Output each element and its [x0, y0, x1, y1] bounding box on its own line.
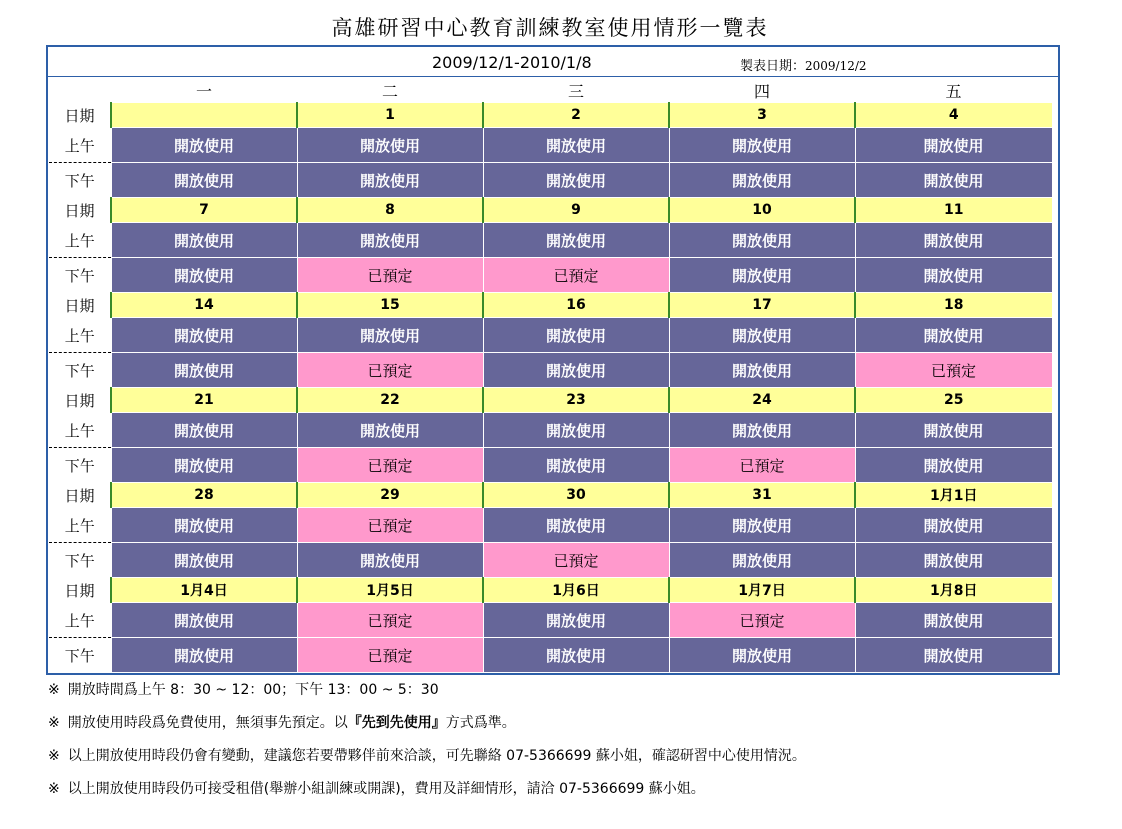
- slot-cell-open: 開放使用: [297, 543, 483, 578]
- slot-cell-open: 開放使用: [669, 258, 855, 293]
- pm-row: [49, 638, 1053, 673]
- made-date-label: 製表日期：: [740, 59, 806, 74]
- page-title: 高雄研習中心教育訓練教室使用情形一覽表: [331, 16, 769, 40]
- date-cell: 7: [111, 198, 297, 223]
- slot-cell-open: 開放使用: [483, 448, 669, 483]
- row-label-date: 日期: [49, 578, 112, 603]
- date-row: [49, 293, 1053, 318]
- slot-cell-open: 開放使用: [483, 413, 669, 448]
- slot-cell-open: 開放使用: [111, 638, 297, 673]
- weekday-header: 五: [855, 78, 1052, 103]
- row-label-am: 上午: [49, 128, 112, 163]
- row-label-date: 日期: [49, 293, 112, 318]
- schedule-body: [49, 78, 1053, 673]
- slot-cell-open: 開放使用: [297, 223, 483, 258]
- pm-row: [49, 448, 1053, 483]
- slot-cell-open: 開放使用: [669, 318, 855, 353]
- date-cell: 15: [297, 293, 483, 318]
- slot-cell-open: 開放使用: [111, 508, 297, 543]
- slot-cell-open: 開放使用: [669, 128, 855, 163]
- date-cell: 31: [669, 483, 855, 508]
- slot-cell-open: 開放使用: [855, 603, 1052, 638]
- date-cell: 28: [111, 483, 297, 508]
- date-cell: 2: [483, 103, 669, 128]
- slot-cell-reserved: 已預定: [297, 353, 483, 388]
- am-row: [49, 508, 1053, 543]
- date-cell: [111, 103, 297, 128]
- note-text: 開放使用時段爲免費使用，無須事先預定。以: [67, 715, 348, 731]
- slot-cell-open: 開放使用: [111, 353, 297, 388]
- slot-cell-reserved: 已預定: [297, 603, 483, 638]
- date-cell: 16: [483, 293, 669, 318]
- notes: [48, 680, 1108, 812]
- slot-cell-open: 開放使用: [669, 353, 855, 388]
- date-row: [49, 103, 1053, 128]
- date-cell: 29: [297, 483, 483, 508]
- note-mark: ※: [48, 682, 60, 698]
- weekday-header: 二: [297, 78, 483, 103]
- slot-cell-open: 開放使用: [855, 128, 1052, 163]
- weekday-header: 一: [111, 78, 297, 103]
- date-cell: 22: [297, 388, 483, 413]
- note-mark: ※: [48, 781, 60, 797]
- slot-cell-open: 開放使用: [855, 413, 1052, 448]
- slot-cell-reserved: 已預定: [483, 258, 669, 293]
- slot-cell-reserved: 已預定: [297, 638, 483, 673]
- date-cell: 25: [855, 388, 1052, 413]
- row-label-date: 日期: [49, 483, 112, 508]
- slot-cell-open: 開放使用: [297, 318, 483, 353]
- date-cell: 30: [483, 483, 669, 508]
- slot-cell-open: 開放使用: [297, 413, 483, 448]
- date-cell: 10: [669, 198, 855, 223]
- slot-cell-open: 開放使用: [111, 318, 297, 353]
- date-cell: 24: [669, 388, 855, 413]
- pm-row: [49, 353, 1053, 388]
- am-row: [49, 128, 1053, 163]
- slot-cell-open: 開放使用: [111, 258, 297, 293]
- date-cell: 1月6日: [483, 578, 669, 603]
- date-cell: 1月7日: [669, 578, 855, 603]
- note-changes: [48, 746, 1108, 779]
- note-mark: ※: [48, 748, 60, 764]
- am-row: [49, 603, 1053, 638]
- slot-cell-open: 開放使用: [855, 448, 1052, 483]
- row-label-am: 上午: [49, 318, 112, 353]
- row-label-pm: 下午: [49, 353, 112, 388]
- slot-cell-open: 開放使用: [669, 413, 855, 448]
- date-row: [49, 483, 1053, 508]
- weekday-header: 四: [669, 78, 855, 103]
- slot-cell-reserved: 已預定: [669, 603, 855, 638]
- row-label-am: 上午: [49, 603, 112, 638]
- note-text: 以上開放使用時段仍可接受租借(舉辦小組訓練或開課)，費用及詳細情形，請洽 07-5366699 蘇小姐。: [67, 781, 705, 797]
- slot-cell-open: 開放使用: [111, 413, 297, 448]
- slot-cell-reserved: 已預定: [297, 448, 483, 483]
- date-cell: 1月1日: [855, 483, 1052, 508]
- slot-cell-open: 開放使用: [669, 508, 855, 543]
- slot-cell-open: 開放使用: [111, 543, 297, 578]
- note-text: 以上開放使用時段仍會有變動，建議您若要帶夥伴前來洽談，可先聯絡 07-5366699 蘇小姐，確認研習中心使用情況。: [67, 748, 806, 764]
- slot-cell-open: 開放使用: [483, 353, 669, 388]
- date-row: [49, 388, 1053, 413]
- schedule-sheet: [46, 45, 1060, 675]
- slot-cell-open: 開放使用: [483, 603, 669, 638]
- slot-cell-open: 開放使用: [483, 223, 669, 258]
- date-cell: 14: [111, 293, 297, 318]
- slot-cell-open: 開放使用: [855, 543, 1052, 578]
- weekday-row: [49, 78, 1053, 103]
- note-mark: ※: [48, 715, 60, 731]
- slot-cell-open: 開放使用: [855, 163, 1052, 198]
- slot-cell-open: 開放使用: [483, 638, 669, 673]
- am-row: [49, 413, 1053, 448]
- row-label-pm: 下午: [49, 448, 112, 483]
- note-text: 開放時間爲上午 8：30 ~ 12：00；下午 13：00 ~ 5：30: [67, 682, 439, 698]
- row-label-am: 上午: [49, 413, 112, 448]
- made-date: [740, 55, 867, 74]
- date-cell: 1: [297, 103, 483, 128]
- date-row: [49, 198, 1053, 223]
- row-label-am: 上午: [49, 223, 112, 258]
- pm-row: [49, 258, 1053, 293]
- slot-cell-open: 開放使用: [855, 258, 1052, 293]
- row-label-am: 上午: [49, 508, 112, 543]
- slot-cell-open: 開放使用: [669, 638, 855, 673]
- slot-cell-open: 開放使用: [297, 128, 483, 163]
- date-cell: 18: [855, 293, 1052, 318]
- am-row: [49, 318, 1053, 353]
- pm-row: [49, 543, 1053, 578]
- slot-cell-open: 開放使用: [111, 448, 297, 483]
- date-cell: 23: [483, 388, 669, 413]
- note-free-use: [48, 713, 1108, 746]
- slot-cell-open: 開放使用: [483, 508, 669, 543]
- date-cell: 11: [855, 198, 1052, 223]
- date-cell: 3: [669, 103, 855, 128]
- slot-cell-open: 開放使用: [855, 508, 1052, 543]
- slot-cell-open: 開放使用: [483, 163, 669, 198]
- note-rental: [48, 779, 1108, 812]
- row-label-pm: 下午: [49, 163, 112, 198]
- pm-row: [49, 163, 1053, 198]
- date-range: 2009/12/1-2010/1/8: [432, 53, 592, 72]
- note-hours: [48, 680, 1108, 713]
- slot-cell-reserved: 已預定: [297, 258, 483, 293]
- slot-cell-open: 開放使用: [669, 223, 855, 258]
- schedule-table: [48, 77, 1053, 673]
- date-cell: 21: [111, 388, 297, 413]
- date-cell: 1月8日: [855, 578, 1052, 603]
- made-date-value: 2009/12/2: [805, 59, 867, 73]
- date-cell: 4: [855, 103, 1052, 128]
- corner-cell: [49, 78, 112, 103]
- date-cell: 9: [483, 198, 669, 223]
- date-cell: 1月5日: [297, 578, 483, 603]
- date-cell: 8: [297, 198, 483, 223]
- slot-cell-open: 開放使用: [111, 163, 297, 198]
- slot-cell-open: 開放使用: [855, 223, 1052, 258]
- slot-cell-open: 開放使用: [669, 543, 855, 578]
- slot-cell-open: 開放使用: [111, 128, 297, 163]
- period-header: [48, 47, 1058, 77]
- slot-cell-open: 開放使用: [483, 318, 669, 353]
- row-label-pm: 下午: [49, 258, 112, 293]
- note-emphasis: 『先到先使用』: [347, 715, 446, 731]
- slot-cell-open: 開放使用: [855, 638, 1052, 673]
- slot-cell-open: 開放使用: [111, 603, 297, 638]
- row-label-date: 日期: [49, 198, 112, 223]
- slot-cell-reserved: 已預定: [483, 543, 669, 578]
- am-row: [49, 223, 1053, 258]
- row-label-date: 日期: [49, 103, 112, 128]
- date-row: [49, 578, 1053, 603]
- row-label-pm: 下午: [49, 543, 112, 578]
- slot-cell-open: 開放使用: [669, 163, 855, 198]
- date-cell: 17: [669, 293, 855, 318]
- weekday-header: 三: [483, 78, 669, 103]
- slot-cell-open: 開放使用: [297, 163, 483, 198]
- note-text: 方式爲準。: [445, 715, 516, 731]
- slot-cell-reserved: 已預定: [855, 353, 1052, 388]
- row-label-pm: 下午: [49, 638, 112, 673]
- date-cell: 1月4日: [111, 578, 297, 603]
- slot-cell-open: 開放使用: [855, 318, 1052, 353]
- row-label-date: 日期: [49, 388, 112, 413]
- slot-cell-open: 開放使用: [483, 128, 669, 163]
- slot-cell-reserved: 已預定: [297, 508, 483, 543]
- slot-cell-open: 開放使用: [111, 223, 297, 258]
- slot-cell-reserved: 已預定: [669, 448, 855, 483]
